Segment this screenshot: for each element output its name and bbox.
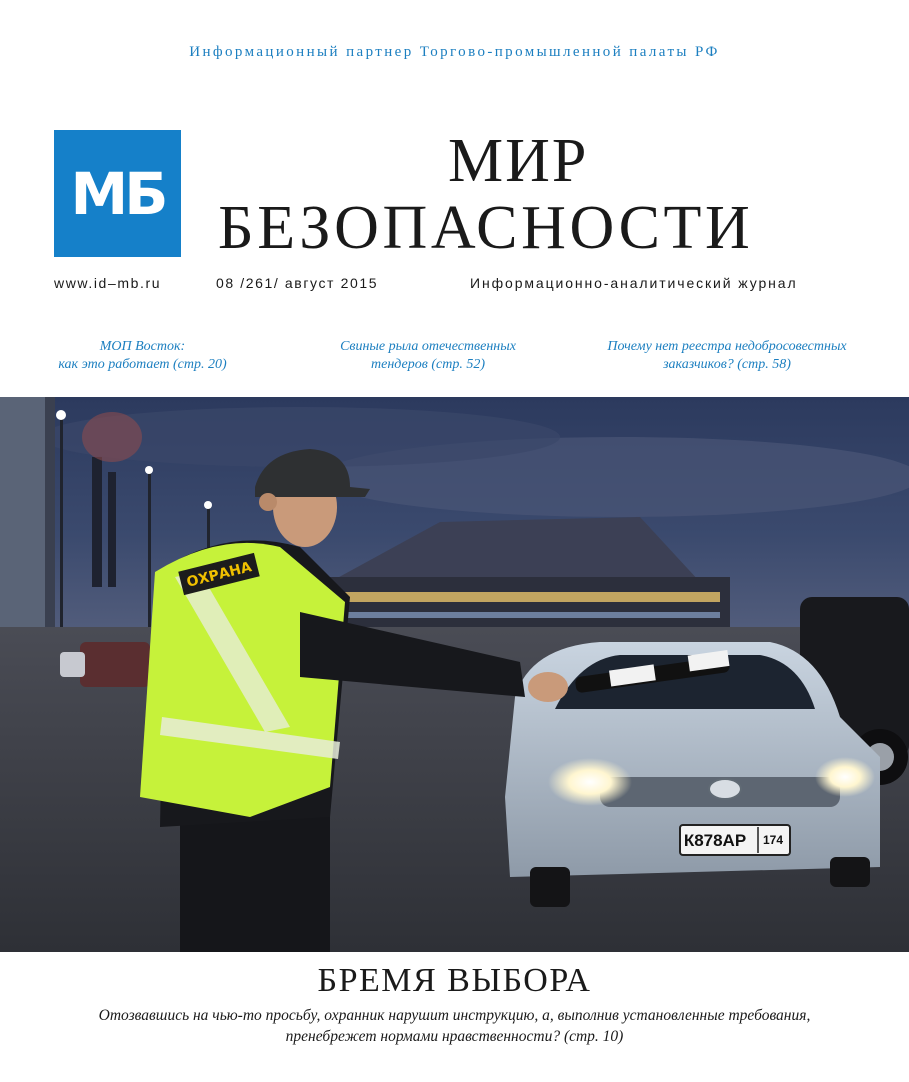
- magazine-type: Информационно-аналитический журнал: [470, 275, 798, 291]
- teaser-1: [40, 338, 245, 373]
- mb-logo: [54, 130, 181, 257]
- cover-subtitle: [40, 1006, 869, 1047]
- teaser-2: [318, 338, 538, 373]
- teaser-1-line2: как это работает (стр. 20): [58, 356, 227, 372]
- plate-region: 174: [762, 833, 784, 847]
- cover-photo: [0, 397, 909, 952]
- cover-subtitle-line1: Отозвавшись на чью-то просьбу, охранник нарушит инструкцию, а, выполнив установленные требования,: [98, 1007, 811, 1024]
- teaser-3-line1: Почему нет реестра недобросовестных: [607, 339, 847, 354]
- teaser-2-line2: тендеров (стр. 52): [371, 356, 485, 372]
- teaser-3: [592, 338, 862, 373]
- cover-subtitle-line2: пренебрежет нормами нравственности? (стр. 10): [285, 1027, 624, 1045]
- vest-label: ОХРАНА: [185, 559, 254, 591]
- teaser-3-line2: заказчиков? (стр. 58): [663, 356, 791, 372]
- partner-line: Информационный партнер Торгово-промышленной палаты РФ: [189, 44, 720, 60]
- plate-number: К878АР: [683, 831, 747, 850]
- issue-info: 08 /261/ август 2015: [216, 275, 379, 291]
- magazine-title-line1: МИР: [448, 127, 589, 195]
- teaser-1-line1: МОП Восток:: [99, 339, 186, 354]
- website-url: www.id–mb.ru: [54, 275, 162, 291]
- cover-headline: БРЕМЯ ВЫБОРА: [317, 962, 592, 999]
- logo-text: МБ: [70, 159, 165, 228]
- teaser-2-line1: Свиные рыла отечественных: [340, 339, 516, 354]
- magazine-title-line2: БЕЗОПАСНОСТИ: [218, 194, 754, 262]
- cover-photo-illustration: [0, 397, 909, 952]
